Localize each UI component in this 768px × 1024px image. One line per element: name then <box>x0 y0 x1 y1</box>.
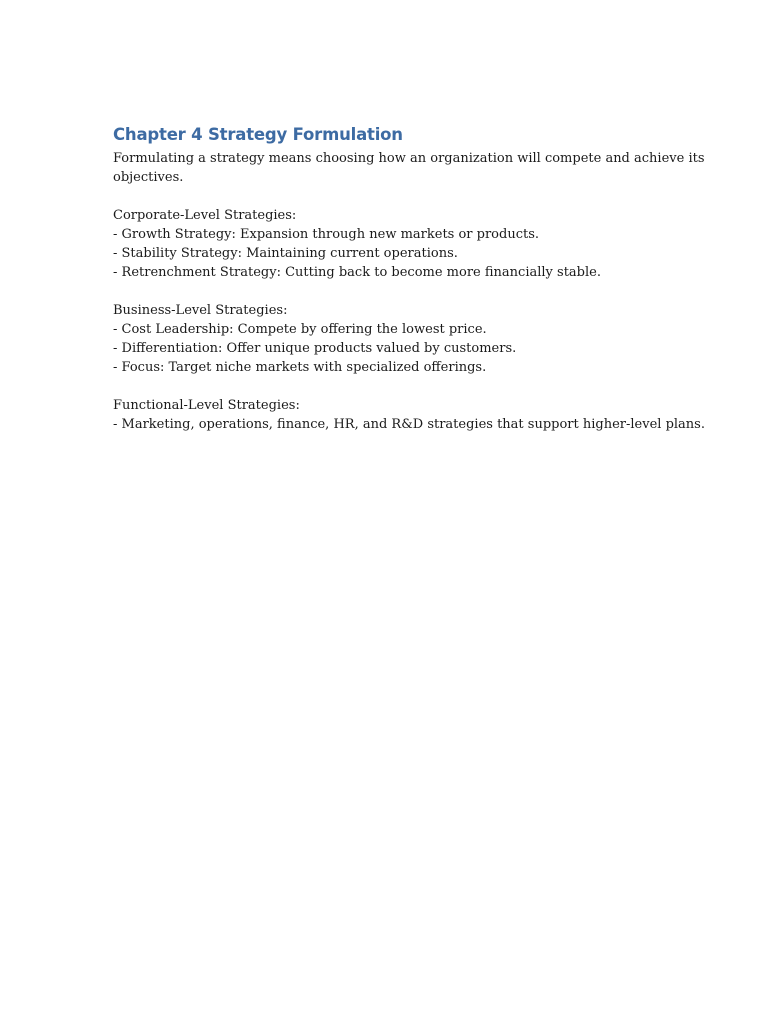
section-functional-level <box>113 396 705 434</box>
list-item: - Stability Strategy: Maintaining current operations. <box>113 246 458 261</box>
document-body <box>113 124 705 434</box>
list-item: - Focus: Target niche markets with specialized offerings. <box>113 360 487 375</box>
section-title: Business-Level Strategies: <box>113 303 288 318</box>
list-item: - Growth Strategy: Expansion through new markets or products. <box>113 227 540 242</box>
section-title: Functional-Level Strategies: <box>113 398 300 413</box>
list-item: - Cost Leadership: Compete by offering the lowest price. <box>113 322 487 337</box>
section-corporate-level <box>113 206 653 282</box>
list-item: - Differentiation: Offer unique products valued by customers. <box>113 341 517 356</box>
intro-line: objectives. <box>113 170 184 185</box>
list-item: - Marketing, operations, finance, HR, and R&D strategies that support higher-level plans. <box>113 417 705 432</box>
list-item: - Retrenchment Strategy: Cutting back to become more financially stable. <box>113 265 601 280</box>
intro-line: Formulating a strategy means choosing how an organization will compete and achieve its <box>113 151 705 166</box>
chapter-heading: Chapter 4 Strategy Formulation <box>113 125 403 144</box>
intro-paragraph <box>113 149 705 187</box>
section-business-level <box>113 301 653 377</box>
section-title: Corporate-Level Strategies: <box>113 208 297 223</box>
